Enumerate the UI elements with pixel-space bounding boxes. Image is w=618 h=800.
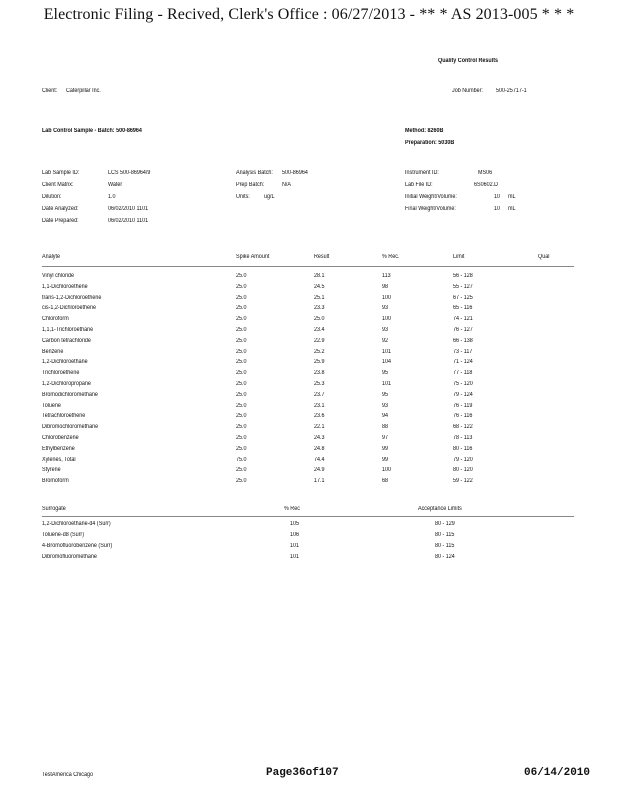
analyte-name: Ethylbenzene	[42, 445, 75, 452]
table-row	[0, 531, 618, 542]
table-row	[0, 553, 618, 564]
info-value: 10	[494, 206, 501, 212]
result-value: 25.9	[314, 359, 325, 366]
analyte-name: Benzene	[42, 348, 64, 355]
client-value: Caterpillar Inc.	[66, 88, 101, 94]
limit-range: 76 - 116	[453, 413, 473, 420]
analyte-name: 1,1-Dichloroethene	[42, 283, 88, 290]
result-value: 23.4	[314, 327, 325, 333]
percent-rec: 99	[382, 456, 389, 463]
table-row	[0, 423, 618, 434]
result-value: 23.6	[314, 413, 325, 420]
table-row	[0, 272, 618, 283]
surrogate-header-rule	[42, 516, 574, 517]
analyte-name: Bromoform	[42, 478, 69, 485]
spike-amount: 25.0	[236, 391, 247, 398]
percent-rec: 93	[382, 305, 389, 312]
surrogate-limits: 80 - 124	[435, 554, 455, 560]
table-row	[0, 348, 618, 359]
analyte-name: cis-1,2-Dichloroethene	[42, 305, 97, 312]
report-title: Quality Control Results	[438, 58, 499, 64]
analyte-name: Styrene	[42, 467, 61, 474]
info-label: Lab File ID:	[405, 182, 433, 188]
spike-amount: 25.0	[236, 445, 247, 452]
limit-range: 66 - 138	[453, 337, 473, 344]
analyte-header-rule	[42, 266, 574, 267]
result-value: 24.3	[314, 435, 325, 441]
spike-amount: 25.0	[236, 435, 247, 441]
percent-rec: 95	[382, 370, 389, 377]
table-row	[0, 326, 618, 337]
info-value: 500-86964	[282, 170, 308, 176]
surrogate-rec: 105	[290, 521, 300, 527]
result-value: 23.3	[314, 305, 325, 312]
filing-banner: Electronic Filing - Recived, Clerk's Office : 06/27/2013 - ** * AS 2013-005 * * *	[43, 6, 575, 23]
info-label: Instrument ID:	[405, 170, 439, 176]
info-label: Initial Weight/Volume:	[405, 194, 457, 200]
spike-amount: 25.0	[236, 283, 247, 290]
info-label: Analysis Batch:	[236, 170, 273, 176]
table-row	[0, 466, 618, 477]
limit-range: 78 - 113	[453, 435, 473, 441]
table-row	[0, 315, 618, 326]
limit-range: 55 - 127	[453, 283, 473, 290]
analyte-name: Chlorobenzene	[42, 435, 79, 441]
surrogate-name: 1,2-Dichloroethane-d4 (Surr)	[42, 521, 111, 527]
spike-amount: 25.0	[236, 424, 247, 431]
result-value: 24.8	[314, 445, 325, 452]
limit-range: 74 - 121	[453, 316, 473, 323]
limit-range: 59 - 122	[453, 478, 473, 485]
spike-amount: 25.0	[236, 370, 247, 377]
spike-amount: 25.0	[236, 402, 247, 409]
analyte-name: 1,2-Dichloroethane	[42, 359, 88, 366]
spike-amount: 25.0	[236, 478, 247, 485]
surrogate-header-row	[0, 505, 618, 516]
surrogate-name: Dibromofluoromethane	[42, 554, 97, 560]
result-value: 25.0	[314, 316, 325, 323]
info-value: 10	[494, 194, 501, 200]
info-value: MS06	[478, 170, 493, 176]
table-row	[0, 294, 618, 305]
table-row	[0, 520, 618, 531]
analyte-name: Tetrachloroethene	[42, 413, 86, 420]
table-row	[0, 412, 618, 423]
spike-amount: 25.0	[236, 327, 247, 333]
method: Method: 8260B	[405, 128, 444, 134]
percent-rec: 88	[382, 424, 389, 431]
info-value: 06/02/2010 1101	[108, 218, 149, 224]
col-result: Result	[314, 254, 330, 260]
result-value: 24.5	[314, 283, 325, 290]
table-row	[0, 380, 618, 391]
spike-amount: 25.0	[236, 467, 247, 474]
info-value: 6S0602.D	[474, 182, 499, 188]
limit-range: 76 - 127	[453, 327, 473, 333]
col-surrogate: Surrogate	[42, 506, 66, 512]
info-label: Units:	[236, 194, 250, 200]
percent-rec: 104	[382, 359, 392, 366]
info-value: N/A	[282, 182, 292, 188]
limit-range: 79 - 120	[453, 456, 473, 463]
info-label: Date Analyzed:	[42, 206, 79, 212]
spike-amount: 25.0	[236, 413, 247, 420]
table-row	[0, 456, 618, 467]
spike-amount: 25.0	[236, 359, 247, 366]
percent-rec: 99	[382, 445, 389, 452]
percent-rec: 100	[382, 316, 392, 323]
info-value: 06/02/2010 1101	[108, 206, 149, 212]
percent-rec: 100	[382, 467, 392, 474]
footer-page-number: Page36of107	[266, 767, 339, 779]
spike-amount: 25.0	[236, 294, 247, 301]
analyte-header-row	[0, 253, 618, 264]
analyte-name: Bromodichloromethane	[42, 391, 98, 398]
limit-range: 67 - 125	[453, 294, 473, 301]
job-number-value: 500-25717-1	[496, 88, 527, 94]
percent-rec: 113	[382, 273, 391, 279]
footer-date: 06/14/2010	[524, 767, 591, 779]
limit-range: 80 - 116	[453, 445, 473, 452]
limit-range: 80 - 120	[453, 467, 473, 474]
table-row	[0, 402, 618, 413]
footer-lab: TestAmerica Chicago	[42, 772, 94, 778]
analyte-name: 1,1,1-Trichloroethane	[42, 327, 94, 333]
table-row	[0, 434, 618, 445]
table-row	[0, 337, 618, 348]
result-value: 22.9	[314, 337, 325, 344]
analyte-name: Vinyl chloride	[42, 273, 75, 279]
surrogate-name: 4-Bromofluorobenzene (Surr)	[42, 543, 113, 549]
section-title: Lab Control Sample - Batch: 500-86964	[42, 128, 142, 134]
spike-amount: 25.0	[236, 381, 247, 387]
limit-range: 65 - 116	[453, 305, 473, 312]
analyte-name: Toluene	[42, 402, 61, 409]
percent-rec: 95	[382, 391, 389, 398]
percent-rec: 92	[382, 337, 389, 344]
percent-rec: 101	[382, 381, 392, 387]
info-value: ug/L	[264, 194, 275, 200]
client-label: Client:	[42, 88, 58, 94]
percent-rec: 97	[382, 435, 389, 441]
surrogate-limits: 80 - 115	[435, 543, 455, 549]
limit-range: 68 - 122	[453, 424, 473, 431]
percent-rec: 93	[382, 402, 389, 409]
analyte-name: Chloroform	[42, 316, 69, 323]
percent-rec: 68	[382, 478, 389, 485]
surrogate-limits: 80 - 129	[435, 521, 455, 527]
info-label: Prep Batch:	[236, 182, 265, 188]
result-value: 25.3	[314, 381, 325, 387]
col-analyte: Analyte	[42, 254, 61, 260]
result-value: 23.1	[314, 402, 325, 409]
info-label: Date Prepared:	[42, 218, 79, 224]
table-row	[0, 542, 618, 553]
result-value: 25.1	[314, 294, 325, 301]
spike-amount: 25.0	[236, 273, 247, 279]
col-limit: Limit	[453, 254, 465, 260]
surrogate-limits: 80 - 115	[435, 532, 455, 538]
result-value: 24.9	[314, 467, 325, 474]
info-label: Client Matrix:	[42, 182, 74, 188]
spike-amount: 25.0	[236, 305, 247, 312]
limit-range: 56 - 128	[453, 273, 473, 279]
result-value: 23.8	[314, 370, 325, 377]
job-number-label: Job Number:	[452, 88, 483, 94]
result-value: 25.2	[314, 348, 325, 355]
info-label: Final Weight/Volume:	[405, 206, 456, 212]
result-value: 28.1	[314, 273, 325, 279]
col-rec: % Rec.	[382, 254, 400, 260]
percent-rec: 98	[382, 283, 389, 290]
limit-range: 75 - 120	[453, 381, 473, 387]
percent-rec: 94	[382, 413, 389, 420]
table-row	[0, 391, 618, 402]
analyte-name: Dibromochloromethane	[42, 424, 99, 431]
result-value: 74.4	[314, 456, 325, 463]
info-value: LCS 500-86964/9	[108, 170, 151, 176]
surrogate-rec: 106	[290, 532, 300, 538]
analyte-name: Trichloroethene	[42, 370, 80, 377]
table-row	[0, 283, 618, 294]
limit-range: 73 - 117	[453, 348, 473, 355]
info-unit: mL	[508, 194, 516, 200]
result-value: 22.1	[314, 424, 325, 431]
info-value: Water	[108, 182, 123, 188]
limit-range: 79 - 124	[453, 391, 473, 398]
result-value: 17.1	[314, 478, 325, 485]
table-row	[0, 477, 618, 488]
spike-amount: 25.0	[236, 316, 247, 323]
info-unit: mL	[508, 206, 516, 212]
limit-range: 76 - 119	[453, 402, 473, 409]
table-row	[0, 369, 618, 380]
surrogate-rec: 101	[290, 543, 300, 549]
info-label: Dilution:	[42, 194, 62, 200]
analyte-name: Carbon tetrachloride	[42, 337, 91, 344]
percent-rec: 101	[382, 348, 392, 355]
limit-range: 77 - 118	[453, 370, 473, 377]
col-surrogate-rec: % Rec	[284, 506, 300, 512]
analyte-name: trans-1,2-Dichloroethene	[42, 294, 102, 301]
info-value: 1.0	[108, 194, 116, 200]
preparation: Preparation: 5030B	[405, 140, 455, 146]
spike-amount: 75.0	[236, 456, 247, 463]
surrogate-name: Toluene-d8 (Surr)	[42, 532, 85, 538]
col-qual: Qual	[538, 254, 550, 260]
analyte-name: 1,2-Dichloropropane	[42, 381, 91, 387]
surrogate-rec: 101	[290, 554, 300, 560]
table-row	[0, 304, 618, 315]
table-row	[0, 445, 618, 456]
percent-rec: 100	[382, 294, 392, 301]
col-acceptance-limits: Acceptance Limits	[418, 506, 462, 512]
spike-amount: 25.0	[236, 337, 247, 344]
table-row	[0, 358, 618, 369]
spike-amount: 25.0	[236, 348, 247, 355]
analyte-name: Xylenes, Total	[42, 456, 76, 463]
info-label: Lab Sample ID:	[42, 170, 80, 176]
percent-rec: 93	[382, 327, 389, 333]
limit-range: 71 - 124	[453, 359, 473, 366]
col-spike: Spike Amount	[236, 254, 270, 260]
result-value: 23.7	[314, 391, 325, 398]
